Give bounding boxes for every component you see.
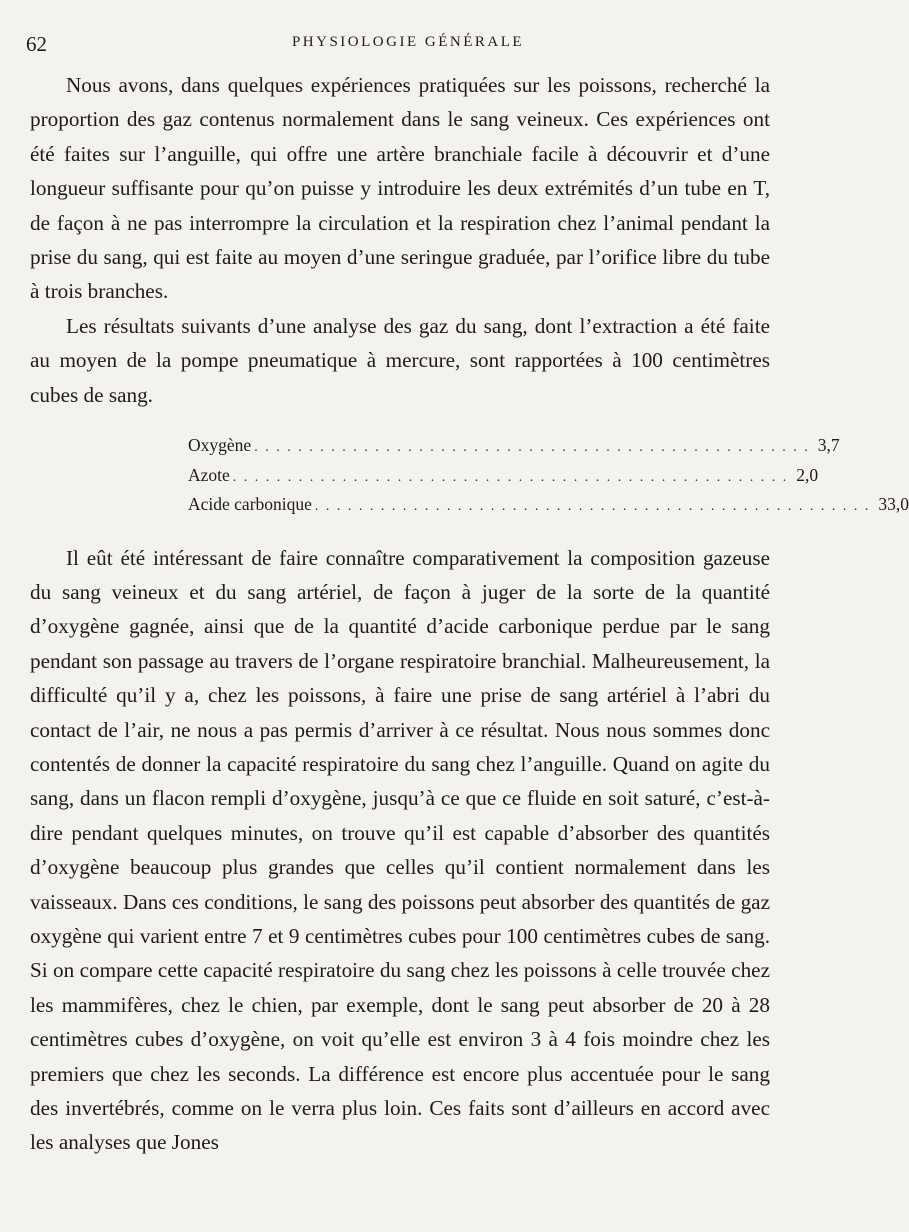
paragraph-3: Il eût été intéressant de faire connaître comparativement la composition gazeuse du sang veineux et du sang artériel, de façon à juger de la sorte de la quantité d’oxygène gagnée, ainsi que de la quantité d’acide carbonique perdue par le sang pendant son passage au travers de l’organe respiratoire branchial. Malheureusement, la difficulté qu’il y a, chez les poissons, à faire une prise de sang artériel à l’abri du contact de l’air, ne nous a pas permis d’arriver à ce résultat. Nous nous sommes donc contentés de donner la capacité respiratoire du sang chez l’anguille. Quand on agite du sang, dans un flacon rempli d’oxygène, jusqu’à ce que ce fluide en soit saturé, c’est-à-dire pendant quelques minutes, on trouve qu’il est capable d’absorber des quantités d’oxygène beaucoup plus grandes que celles qu’il contient normalement dans les vaisseaux. Dans ces conditions, le sang des poissons peut absorber des quantités de gaz oxygène qui varient entre 7 et 9 centimètres cubes pour 100 centimètres cubes de sang. Si on compare cette capacité respiratoire du sang chez les poissons à celle trouvée chez les mammifères, chez le chien, par exemple, dont le sang peut absorber de 20 à 28 centimètres cubes d’oxygène, on voit qu’elle est environ 3 à 4 fois moindre chez les premiers que chez les seconds. La différence est encore plus accentuée pour le sang des invertébrés, comme on le verra plus loin. Ces faits sont d’ailleurs en accord avec les analyses que Jones [30, 545, 770, 1155]
leader-dots: . . . . . . . . . . . . . . . . . . . . . . . . . . . . . . . . . . . . . . . . . . . . . . . . . . . [232, 469, 789, 485]
gas-value: 2,0 [796, 464, 819, 485]
gas-row-azote [188, 462, 819, 492]
gas-row-acide-carbonique [188, 491, 909, 521]
gas-composition-table [188, 432, 909, 521]
leader-dots: . . . . . . . . . . . . . . . . . . . . . . . . . . . . . . . . . . . . . . . . . . . . . . . . . . . [314, 499, 871, 515]
gas-value: 33,0 [878, 494, 909, 515]
gas-label: Acide carbonique [188, 494, 312, 515]
paragraph-2: Les résultats suivants d’une analyse des gaz du sang, dont l’extraction a été faite au moyen de la pompe pneumatique à mercure, sont rapportées à 100 centimètres cubes de sang. [30, 313, 770, 407]
page-body [30, 68, 909, 1160]
leader-dots: . . . . . . . . . . . . . . . . . . . . . . . . . . . . . . . . . . . . . . . . . . . . . . . . . . . [254, 440, 810, 456]
gas-label: Azote [188, 464, 230, 485]
gas-label: Oxygène [188, 435, 252, 456]
page-number: 62 [26, 32, 47, 56]
gas-row-oxygene [188, 432, 840, 462]
paragraph-1: Nous avons, dans quelques expériences pratiquées sur les poissons, recherché la proportion des gaz contenus normalement dans le sang veineux. Ces expériences ont été faites sur l’anguille, qui offre une artère branchiale facile à découvrir et d’une longueur suffisante pour qu’on puisse y introduire les deux extrémités d’un tube en T, de façon à ne pas interrompre la circulation et la respiration chez l’animal pendant la prise du sang, qui est faite au moyen d’une seringue graduée, par l’orifice libre du tube à trois branches. [30, 73, 770, 304]
running-head [26, 30, 770, 60]
gas-value: 3,7 [817, 435, 840, 456]
running-title: PHYSIOLOGIE GÉNÉRALE [291, 34, 525, 50]
